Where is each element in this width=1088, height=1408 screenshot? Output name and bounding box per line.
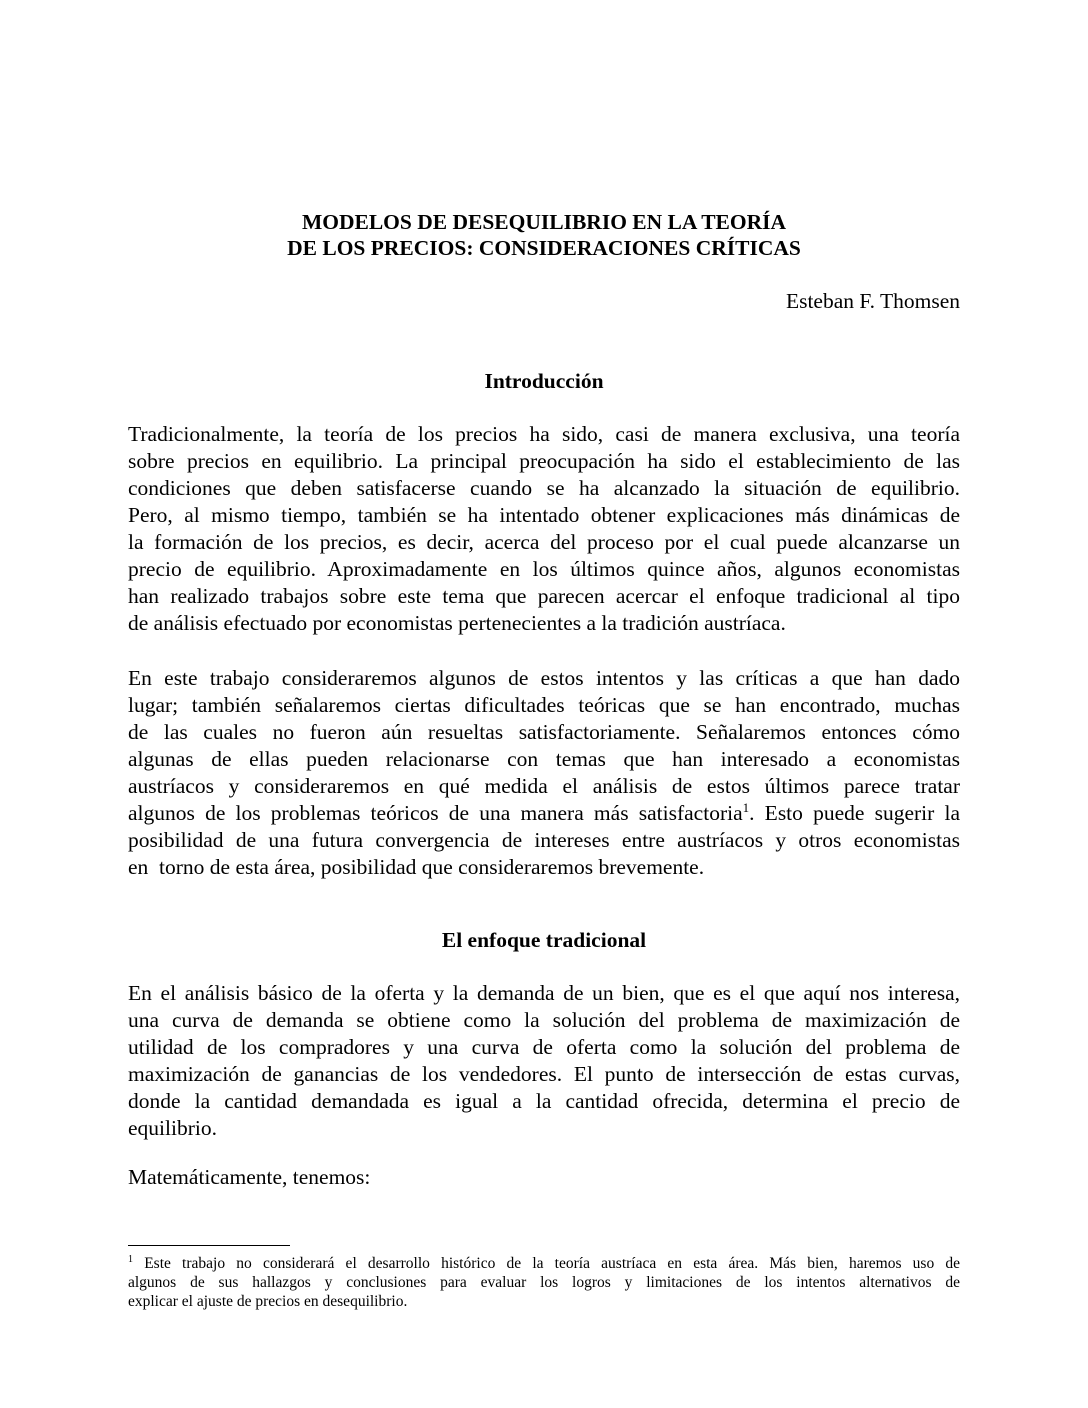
text-line: una curva de demanda se obtiene como la solución del problema de maximización de xyxy=(128,1008,960,1032)
text-line: posibilidad de una futura convergencia de intereses entre austríacos y otros economistas xyxy=(128,828,960,852)
paragraph-enfoque-1 xyxy=(128,980,960,1142)
section-heading-introduccion: Introducción xyxy=(484,369,604,393)
text-line: utilidad de los compradores y una curva de oferta como la solución del problema de xyxy=(128,1035,960,1059)
text-line: de análisis efectuado por economistas pertenecientes a la tradición austríaca. xyxy=(128,611,786,635)
text-line: En este trabajo consideraremos algunos de estos intentos y las críticas a que han dado xyxy=(128,666,960,690)
text-line: austríacos y consideraremos en qué medida el análisis de estos últimos parece tratar xyxy=(128,774,960,798)
footnote-reference[interactable]: 1 xyxy=(742,799,750,815)
document-title-line-2: DE LOS PRECIOS: CONSIDERACIONES CRÍTICAS xyxy=(287,236,801,260)
text-line: Pero, al mismo tiempo, también se ha intentado obtener explicaciones más dinámicas de xyxy=(128,503,960,527)
text-line: la formación de los precios, es decir, acerca del proceso por el cual puede alcanzarse un xyxy=(128,530,960,554)
section-heading-enfoque-tradicional: El enfoque tradicional xyxy=(441,928,647,952)
text-line: Tradicionalmente, la teoría de los precios ha sido, casi de manera exclusiva, una teoría xyxy=(128,422,960,446)
document-title-line-1: MODELOS DE DESEQUILIBRIO EN LA TEORÍA xyxy=(301,210,787,234)
text-line: sobre precios en equilibrio. La principal preocupación ha sido el establecimiento de las xyxy=(128,449,960,473)
text-before-footnote-ref: algunos de los problemas teóricos de una manera más satisfactoria xyxy=(128,801,743,825)
text-line: donde la cantidad demandada es igual a la cantidad ofrecida, determina el precio de xyxy=(128,1089,960,1113)
text-line: En el análisis básico de la oferta y la demanda de un bien, que es el que aquí nos interesa, xyxy=(128,981,960,1005)
footnote-line: algunos de sus hallazgos y conclusiones para evaluar los logros y limitaciones de los intentos alternativos de xyxy=(128,1274,960,1291)
text-line: condiciones que deben satisfacerse cuando se ha alcanzado la situación de equilibrio. xyxy=(128,476,960,500)
text-line: algunas de ellas pueden relacionarse con temas que han interesado a economistas xyxy=(128,747,960,771)
text-line: de las cuales no fueron aún resueltas satisfactoriamente. Señalaremos entonces cómo xyxy=(128,720,960,744)
paragraph-intro-1 xyxy=(128,421,960,637)
text-line: Matemáticamente, tenemos: xyxy=(128,1165,371,1189)
footnote xyxy=(128,1254,960,1311)
text-line xyxy=(128,800,960,827)
footnote-separator xyxy=(128,1245,290,1246)
footnote-mark: 1 xyxy=(128,1253,133,1265)
text-line: han realizado trabajos sobre este tema que parecen acercar el enfoque tradicional al tipo xyxy=(128,584,960,608)
text-line: maximización de ganancias de los vendedores. El punto de intersección de estas curvas, xyxy=(128,1062,960,1086)
text-line: equilibrio. xyxy=(128,1116,217,1140)
paragraph-enfoque-2 xyxy=(128,1164,960,1191)
text-after-footnote-ref: . Esto puede sugerir la xyxy=(749,801,961,825)
footnote-line: $^1$ Este trabajo no considerará el desarrollo histórico de la teoría austríaca en esta área. Más bien, haremos uso de xyxy=(128,1253,961,1272)
text-line: precio de equilibrio. Aproximadamente en los últimos quince años, algunos economistas xyxy=(128,557,960,581)
text-line: en torno de esta área, posibilidad que consideraremos brevemente. xyxy=(128,855,705,879)
paragraph-intro-2 xyxy=(128,665,960,881)
footnote-line: explicar el ajuste de precios en desequilibrio. xyxy=(128,1293,408,1310)
author-name: Esteban F. Thomsen xyxy=(785,289,960,313)
text-line: lugar; también señalaremos ciertas dificultades teóricas que se han encontrado, muchas xyxy=(128,693,960,717)
